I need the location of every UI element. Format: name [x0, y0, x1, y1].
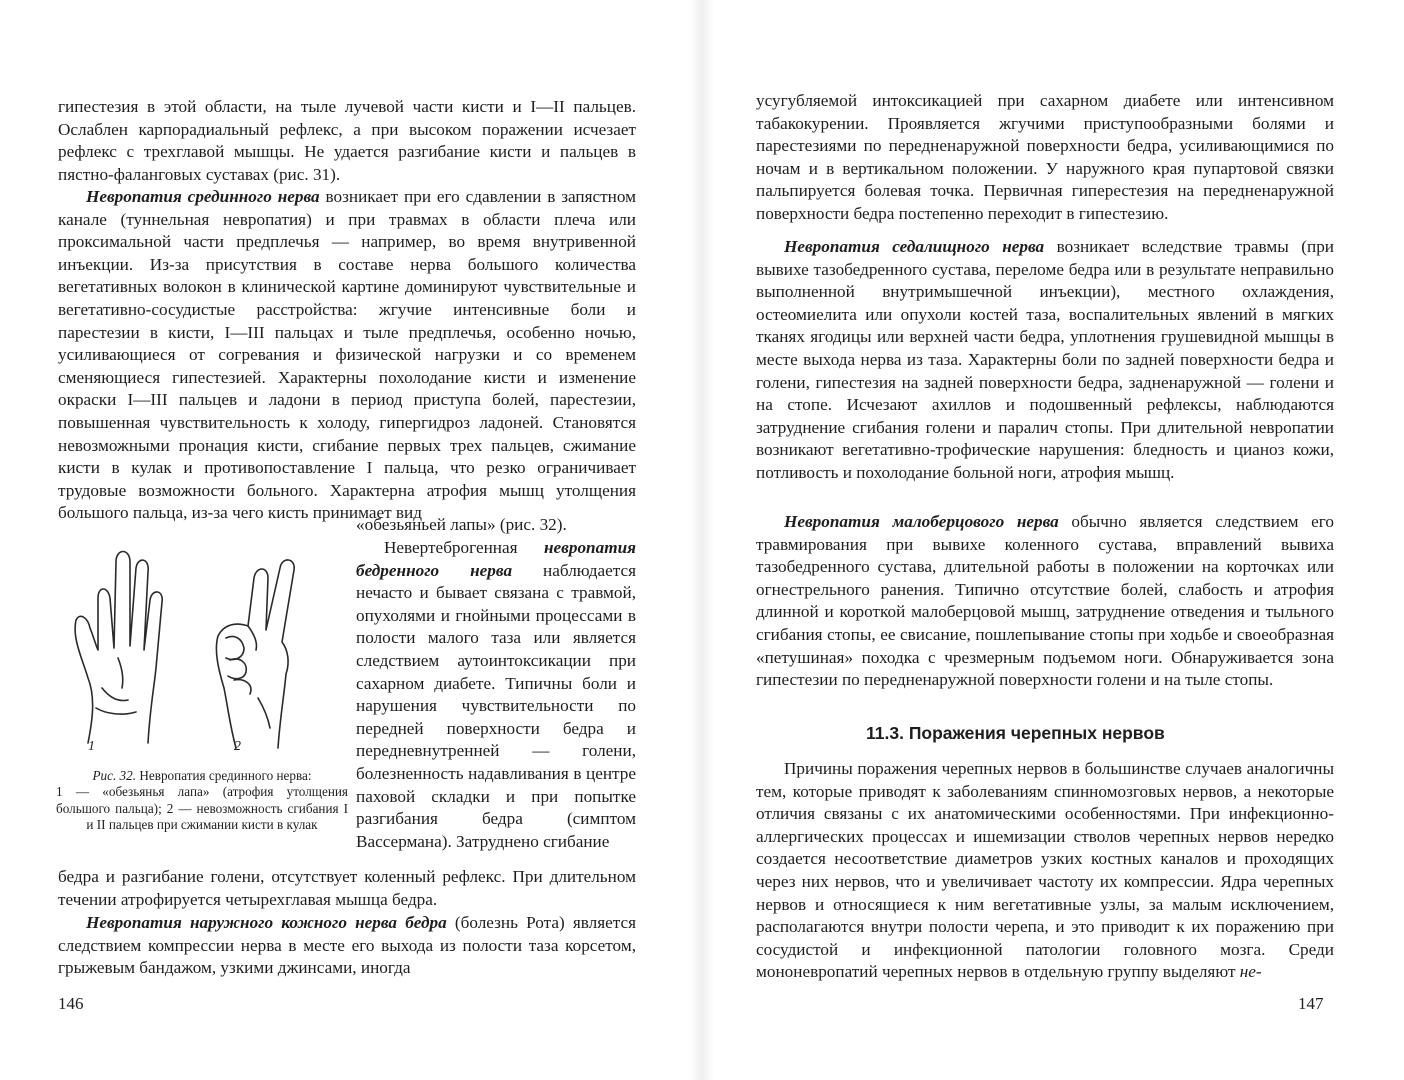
hand-2-outline — [216, 560, 294, 748]
figure-label-2: 2 — [234, 739, 241, 754]
right-page — [702, 0, 1404, 1080]
left-paragraph-4 — [58, 912, 636, 980]
section-heading-11-3: 11.3. Поражения черепных нервов — [866, 723, 1165, 743]
femoral-nerve-paragraph — [356, 537, 636, 853]
peroneal-nerve-title: Невропатия малоберцового нерва — [784, 512, 1059, 531]
right-paragraph-3 — [756, 511, 1334, 692]
caption-title — [56, 768, 348, 784]
cranial-nerves-hyphen: не- — [1239, 962, 1262, 982]
page-number-right: 147 — [1298, 994, 1324, 1013]
right-paragraph-2 — [756, 236, 1334, 485]
figure-label-1: 1 — [88, 739, 95, 754]
left-paragraph-2-end: «обезьяньей лапы» (рис. 32). — [356, 515, 567, 534]
median-nerve-title: Невропатия срединного нерва — [86, 187, 320, 206]
lateral-cutaneous-text: (болезнь Рота) является следствием компрессии нерва в месте его выхода из полости таза корсетом, грыжевым бандажом, узкими джинсами, иногда — [58, 913, 636, 978]
page-number-left: 146 — [58, 994, 84, 1013]
sciatic-nerve-text: возникает вследствие травмы (при вывихе тазобедренного сустава, переломе бедра или в результате неправильно выполненной внутримышечной инъекции), местного охлаждения, остеомиелита или опухоли костей таза, воспалительных явлений в мягких тканях ягодицы или верхней части бедра, уплотнения грушевидной мышцы в месте выхода нерва из таза. Характерны боли по задней поверхности бедра и голени, гипестезия на задней поверхности бедра, задненаружной — голени и на стопе. Исчезают ахиллов и подошвенный рефлексы, наблюдаются затруднение сгибания голени и паралич стопы. При длительной невропатии возникают вегетативно-трофические нарушения: бледность и цианоз кожи, потливость и похолодание больной ноги, атрофия мышц. — [756, 237, 1334, 482]
cranial-nerves-text: Причины поражения черепных нервов в большинстве случаев аналогичны тем, которые приводят к заболеваниям спинномозговых нервов, а некоторые отличия связаны с их анатомическими особенностями. При инфекционно-аллергических процессах и ишемизации стволов черепных нервов нередко создается несоответствие диаметров узких костных каналов и проходящих через них нервов, что и увеличивает частоту их компрессии. Ядра черепных нервов и относящиеся к ним вегетативные узлы, за малым исключением, располагаются внутри полости черепа, и это приводит к их поражению при сосудистой и инфекционной патологии головного мозга. Среди мононевропатий черепных нервов в отдельную группу выделяют — [756, 759, 1334, 982]
median-nerve-text: возникает при его сдавлении в запястном канале (туннельная невропатия) и при травмах в области плеча или проксимальной части предплечья — например, во время внутривенной инъекции. Из-за присутствия в составе нерва большого количества вегетативных волокон в клинической картине доминируют чувствительные и вегетативно-сосудистые расстройства: жгучие интенсивные боли и парестезии в кисти, I—III пальцах и тыле предплечья, особенно ночью, усиливающиеся от согревания и физической нагрузки и со временем сменяющиеся гипестезией. Характерны похолодание кисти и изменение окраски I—III пальцев и ладони в период приступа болей, парестезии, повышенная чувствительность к холоду, гипергидроз ладоней. Становятся невозможными пронация кисти, сгибание первых трех пальцев, сжимание кисти в кулак и противопоставление I пальца, что резко ограничивает трудовые возможности больного. Характерна атрофия мышц утолщения большого пальца, из-за чего кисть принимает вид — [58, 187, 636, 523]
femoral-nerve-text: наблюдается нечасто и бывает связана с травмой, опухолями и гнойными процессами в полости малого таза или является следствием аутоинтоксикации при сахарном диабете. Типичны боли и нарушения чувствительности по передней поверхности бедра и передневнутренней — голени, болезненность надавливания в центре паховой складки и при попытке разгибания бедра (симптом Вассермана). Затруднено сгибание — [356, 560, 636, 851]
left-paragraph-1: гипестезия в этой области, на тыле лучевой части кисти и I—II пальцев. Ослаблен карпорадиальный рефлекс, а при высоком поражении исчезает рефлекс с трехглавой мышцы. Не удается разгибание кисти и пальцев в пястно-фаланговых суставах (рис. 31). — [58, 97, 636, 184]
femoral-nerve-end: бедра и разгибание голени, отсутствует коленный рефлекс. При длительном течении атрофируется четырехглавая мышца бедра. — [58, 867, 636, 909]
caption-label: Рис. 32. — [92, 768, 137, 783]
right-paragraph-1: усугубляемой интоксикацией при сахарном диабете или интенсивном табакокурении. Проявляется жгучими приступообразными болями и парестезиями по передненаружной поверхности бедра, усиливающимися по ночам и в вертикальном положении. У наружного края пупартовой связки пальпируется болевая точка. Первичная гиперестезия на передненаружной поверхности бедра постепенно переходит в гипестезию. — [756, 91, 1334, 223]
caption-body: 1 — «обезьянья лапа» (атрофия утолщения большого пальца); 2 — невозможность сгибания I и II пальцев при сжимании кисти в кулак — [56, 784, 348, 833]
figure-32-hands — [58, 538, 348, 766]
lateral-cutaneous-title: Невропатия наружного кожного нерва бедра — [86, 913, 447, 932]
femoral-lead: Невертеброгенная — [384, 538, 545, 557]
peroneal-nerve-text: обычно является следствием его травмирования при вывихе коленного сустава, вправлений вывиха тазобедренного сустава, длительной работы в положении на корточках или огнестрельного ранения. Типично отсутствие болей, слабость и атрофия длинной и короткой малоберцовой мышц, затруднение отведения и тыльного сгибания стопы, ее свисание, пошлепывание стопы при ходьбе и своеобразная «петушиная» походка с чрезмерным подъемом ноги. Обнаруживается зона гипестезии по передненаружной поверхности голени и на тыле стопы. — [756, 512, 1335, 690]
femoral-nerve-title: невропатия бедренного нерва — [356, 538, 636, 580]
hands-illustration — [58, 538, 348, 766]
caption-rest: Невропатия срединного нерва: — [136, 768, 312, 783]
left-paragraph-2 — [58, 186, 636, 525]
sciatic-nerve-title: Невропатия седалищного нерва — [784, 237, 1045, 256]
figure-32-caption — [56, 768, 348, 834]
